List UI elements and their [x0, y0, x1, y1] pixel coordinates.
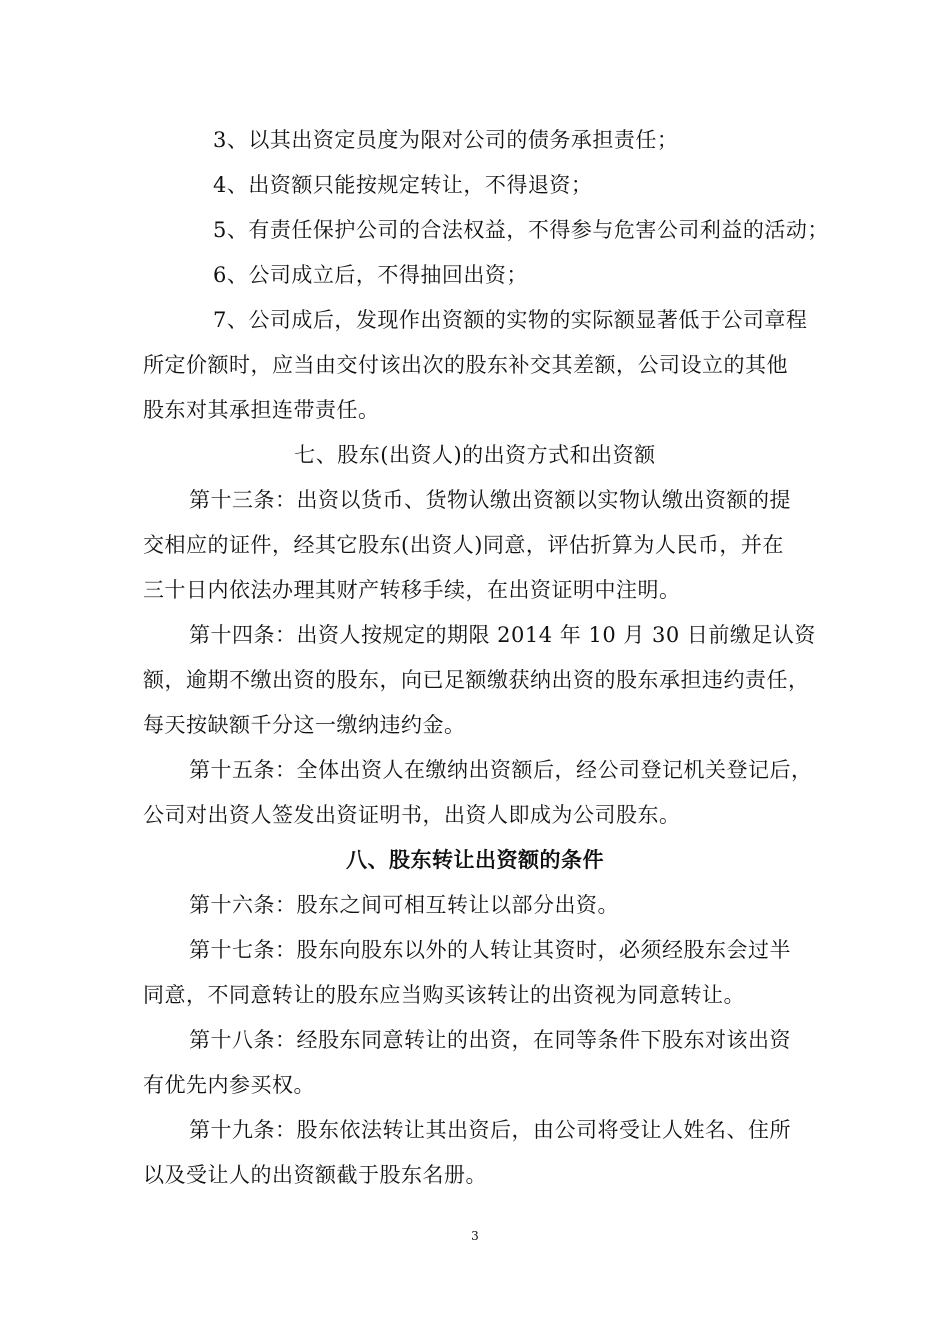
- article-17-line-1: 第十七条：股东向股东以外的人转让其资时，必须经股东会过半: [189, 938, 791, 962]
- article-17-line-2: 同意，不同意转让的股东应当购买该转让的出资视为同意转让。: [143, 983, 745, 1007]
- obligation-item-7-line-3: 股东对其承担连带责任。: [143, 398, 380, 422]
- article-16: 第十六条：股东之间可相互转让以部分出资。: [189, 893, 619, 917]
- section-heading-7: 七、股东(出资人)的出资方式和出资额: [294, 443, 656, 467]
- obligation-item-7-line-2: 所定价额时，应当由交付该出次的股东补交其差额，公司设立的其他: [143, 353, 788, 377]
- article-19-line-1: 第十九条：股东依法转让其出资后，由公司将受让人姓名、住所: [189, 1118, 791, 1142]
- obligation-item-7-line-1: 7、公司成后，发现作出资额的实物的实际额显著低于公司章程: [213, 308, 808, 332]
- article-14-line-1: 第十四条：出资人按规定的期限 2014 年 10 月 30 日前缴足认资: [189, 623, 816, 647]
- article-13-line-1: 第十三条：出资以货币、货物认缴出资额以实物认缴出资额的提: [189, 488, 791, 512]
- article-15-line-2: 公司对出资人签发出资证明书，出资人即成为公司股东。: [143, 803, 681, 827]
- article-18-line-2: 有优先内参买权。: [143, 1073, 315, 1097]
- page-number: 3: [471, 1229, 479, 1243]
- article-14-line-2: 额，逾期不缴出资的股东，向已足额缴获纳出资的股东承担违约责任，: [143, 668, 810, 692]
- obligation-item-6: 6、公司成立后，不得抽回出资；: [213, 263, 528, 287]
- obligation-item-5: 5、有责任保护公司的合法权益，不得参与危害公司利益的活动；: [213, 218, 829, 242]
- obligation-item-3: 3、以其出资定员度为限对公司的债务承担责任；: [213, 128, 679, 152]
- obligation-item-4: 4、出资额只能按规定转让，不得退资；: [213, 173, 593, 197]
- article-15-line-1: 第十五条：全体出资人在缴纳出资额后，经公司登记机关登记后，: [189, 758, 813, 782]
- article-19-line-2: 以及受让人的出资额截于股东名册。: [143, 1163, 487, 1187]
- article-13-line-3: 三十日内依法办理其财产转移手续，在出资证明中注明。: [143, 578, 681, 602]
- section-heading-8: 八、股东转让出资额的条件: [346, 847, 604, 872]
- article-14-line-3: 每天按缺额千分这一缴纳违约金。: [143, 713, 466, 737]
- article-18-line-1: 第十八条：经股东同意转让的出资，在同等条件下股东对该出资: [189, 1028, 791, 1052]
- article-13-line-2: 交相应的证件，经其它股东(出资人)同意，评估折算为人民币，并在: [143, 533, 784, 557]
